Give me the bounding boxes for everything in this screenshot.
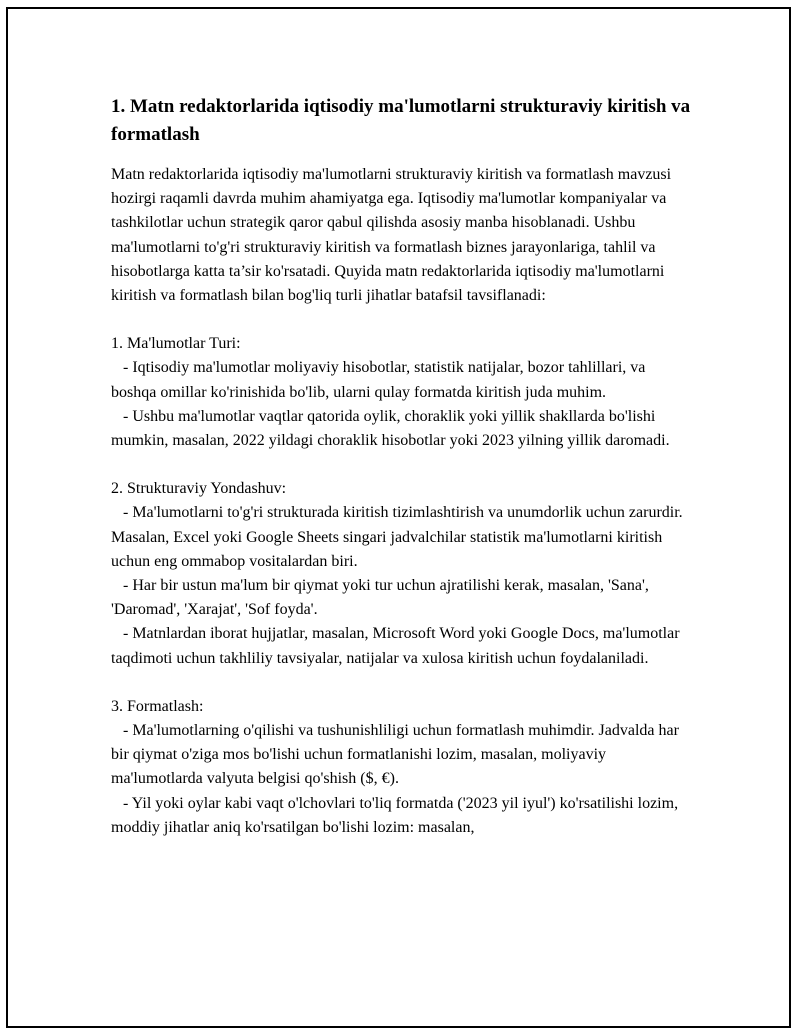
section-data-types [111,332,691,453]
intro-paragraph: Matn redaktorlarida iqtisodiy ma'lumotlarni strukturaviy kiritish va formatlash mavzusi hozirgi raqamli davrda muhim ahamiyatga ega. Iqtisodiy ma'lumotlar kompaniyalar va tashkilotlar uchun strategik qaror qabul qilishda asosiy manba hisoblanadi. Ushbu ma'lumotlarni to'g'ri strukturaviy kiritish va formatlash biznes jarayonlariga, tahlil va hisobotlarga katta ta’sir ko'rsatadi. Quyida matn redaktorlarida iqtisodiy ma'lumotlarni kiritish va formatlash bilan bog'liq turli jihatlar batafsil tavsiflanadi: [111,166,676,305]
list-item: - Iqtisodiy ma'lumotlar moliyaviy hisobotlar, statistik natijalar, bozor tahlillari, va boshqa omillar ko'rinishida bo'lib, ularni qulay formatda kiritish juda muhim. [111,359,650,401]
list-item: - Yil yoki oylar kabi vaqt o'lchovlari to'liq formatda ('2023 yil iyul') ko'rsatilishi lozim, moddiy jihatlar aniq ko'rsatilgan bo'lishi lozim: masalan, [111,794,683,836]
list-item: - Ushbu ma'lumotlar vaqtlar qatorida oylik, choraklik yoki yillik shakllarda bo'lishi mumkin, masalan, 2022 yildagi choraklik hisobotlar yoki 2023 yilning yillik daromadi. [111,407,670,450]
section-heading: 1. Ma'lumotlar Turi: [111,335,241,353]
list-item: - Har bir ustun ma'lum bir qiymat yoki tur uchun ajratilishi kerak, masalan, 'Sana', 'Daromad', 'Xarajat', 'Sof foyda'. [111,577,653,619]
section-heading: 3. Formatlash: [111,697,204,715]
document-body [111,93,691,840]
section-formatting [111,695,691,840]
list-item: - Ma'lumotlarni to'g'ri strukturada kiritish tizimlashtirish va unumdorlik uchun zarurdir. Masalan, Excel yoki Google Sheets singari jadvalchilar statistik ma'lumotlarni kiritish uchun eng ommabop vositalardan biri. [111,504,687,570]
document-title: 1. Matn redaktorlarida iqtisodiy ma'lumotlarni strukturaviy kiritish va formatlash [111,96,691,145]
list-item: - Matnlardan iborat hujjatlar, masalan, Microsoft Word yoki Google Docs, ma'lumotlar taqdimoti uchun takhliliy tavsiyalar, natijalar va xulosa kiritish uchun foydalaniladi. [111,625,684,667]
section-heading: 2. Strukturaviy Yondashuv: [111,480,287,498]
section-structural-approach [111,477,691,671]
list-item: - Ma'lumotlarning o'qilishi va tushunishliligi uchun formatlash muhimdir. Jadvalda har bir qiymat o'ziga mos bo'lishi uchun formatlanishi lozim, masalan, moliyaviy ma'lumotlarda valyuta belgisi qo'shish ($, €). [111,722,683,788]
